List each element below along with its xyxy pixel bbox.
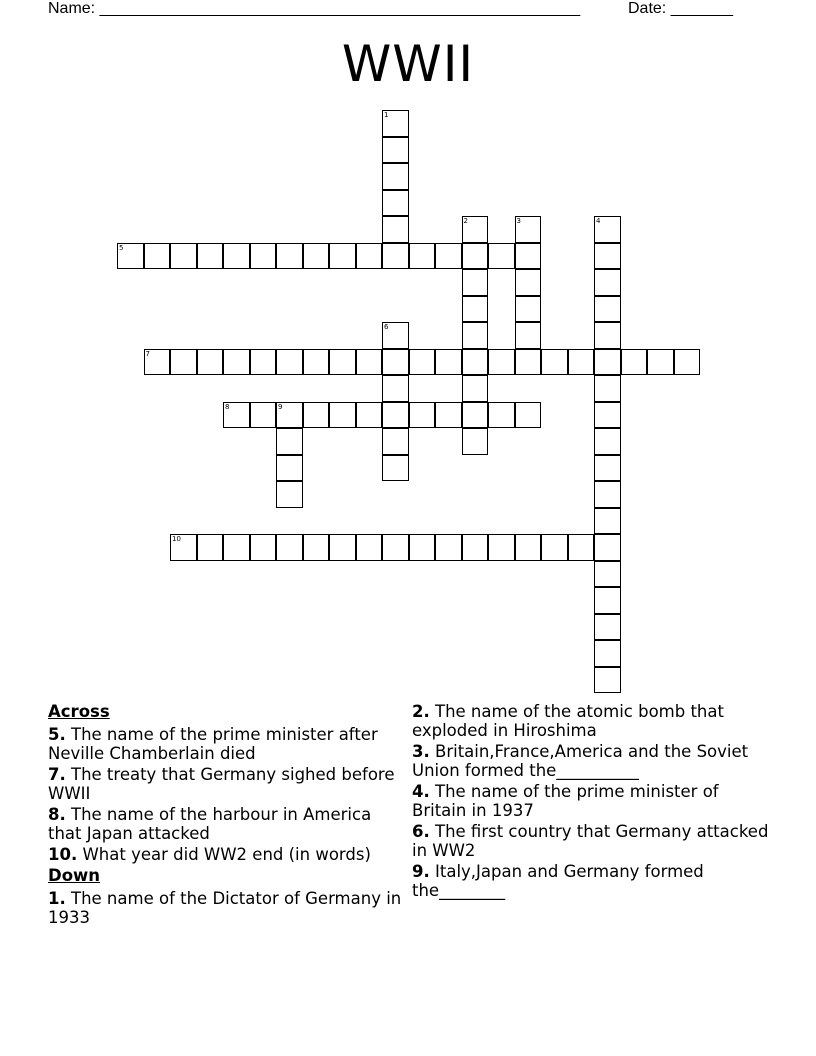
crossword-cell[interactable] [674,349,701,376]
crossword-cell[interactable] [462,296,489,323]
crossword-cell[interactable] [462,402,489,429]
crossword-cell[interactable] [223,243,250,270]
crossword-cell[interactable] [382,163,409,190]
crossword-cell[interactable] [197,534,224,561]
crossword-cell[interactable] [621,349,648,376]
crossword-cell[interactable] [594,349,621,376]
crossword-cell[interactable] [515,216,542,243]
page-title: WWII [341,35,475,93]
crossword-cell[interactable] [594,322,621,349]
crossword-cell[interactable] [329,402,356,429]
clue-across-10 [48,845,408,864]
cell-number: 3 [516,217,521,225]
crossword-cell[interactable] [197,349,224,376]
crossword-cell[interactable] [276,534,303,561]
crossword-cell[interactable] [329,534,356,561]
crossword-cell[interactable] [250,349,277,376]
crossword-cell[interactable] [356,534,383,561]
clue-across-7 [48,765,408,803]
clue-text: Britain,France,America and the Soviet Union formed the__________ [412,742,749,780]
crossword-cell[interactable] [382,216,409,243]
crossword-cell[interactable] [594,481,621,508]
clue-text: What year did WW2 end (in words) [82,845,371,864]
crossword-cell[interactable] [594,296,621,323]
crossword-cell[interactable] [356,243,383,270]
crossword-cell[interactable] [488,243,515,270]
crossword-cell[interactable] [382,190,409,217]
crossword-cell[interactable] [462,375,489,402]
clue-number: 1. [48,889,66,908]
crossword-cell[interactable] [250,402,277,429]
crossword-cell[interactable] [303,402,330,429]
cell-number: 1 [384,111,389,119]
crossword-cell[interactable] [594,614,621,641]
clue-text: The name of the prime minister of Britain in 1937 [412,782,719,820]
crossword-cell[interactable] [382,349,409,376]
crossword-cell[interactable] [144,243,171,270]
crossword-cell[interactable] [303,534,330,561]
crossword-cell[interactable] [276,428,303,455]
crossword-cell[interactable] [382,243,409,270]
crossword-cell[interactable] [409,243,436,270]
crossword-cell[interactable] [462,243,489,270]
crossword-cell[interactable] [382,402,409,429]
crossword-cell[interactable] [568,534,595,561]
crossword-cell[interactable] [356,349,383,376]
cell-number: 4 [596,217,601,225]
crossword-cell[interactable] [329,243,356,270]
header [0,0,816,20]
cell-number: 8 [225,402,230,411]
crossword-cell[interactable] [515,296,542,323]
crossword-cell[interactable] [356,402,383,429]
crossword-cell[interactable] [276,481,303,508]
crossword-cell[interactable] [382,428,409,455]
crossword-cell[interactable] [117,243,144,270]
date-line[interactable]: Date: _______ [628,0,733,17]
clue-text: The name of the harbour in America that Japan attacked [48,805,372,843]
crossword-cell[interactable] [409,349,436,376]
crossword-cell[interactable] [594,269,621,296]
crossword-cell[interactable] [515,402,542,429]
crossword-cell[interactable] [435,349,462,376]
crossword-cell[interactable] [515,322,542,349]
crossword-cell[interactable] [568,349,595,376]
crossword-cell[interactable] [647,349,674,376]
crossword-cell[interactable] [462,428,489,455]
clue-across-8 [48,805,408,843]
down-heading: Down [48,866,101,885]
clue-down-2 [412,702,772,740]
clue-text: The first country that Germany attacked in WW2 [412,822,769,860]
crossword-cell[interactable] [303,349,330,376]
across-heading: Across [48,702,110,721]
clues-column-right [412,702,772,902]
crossword-cell[interactable] [250,534,277,561]
crossword-cell[interactable] [462,349,489,376]
clue-text: The name of the Dictator of Germany in 1933 [48,889,402,927]
crossword-cell[interactable] [594,243,621,270]
crossword-cell[interactable] [382,375,409,402]
clue-number: 4. [412,782,430,801]
crossword-cell[interactable] [515,243,542,270]
cell-number: 2 [463,217,468,225]
crossword-cell[interactable] [488,402,515,429]
clue-down-1 [48,889,408,927]
clues-column-left [48,702,408,929]
clue-number: 6. [412,822,430,841]
crossword-cell[interactable] [382,455,409,482]
crossword-cell[interactable] [276,402,303,429]
crossword-cell[interactable] [488,534,515,561]
cell-number: 9 [278,402,283,411]
crossword-cell[interactable] [462,322,489,349]
crossword-cell[interactable] [223,402,250,429]
crossword-cell[interactable] [435,534,462,561]
crossword-cell[interactable] [594,667,621,694]
crossword-cell[interactable] [515,269,542,296]
crossword-cell[interactable] [382,534,409,561]
clue-text: Italy,Japan and Germany formed the________ [412,862,704,900]
crossword-cell[interactable] [594,534,621,561]
crossword-cell[interactable] [435,243,462,270]
cell-number: 7 [145,349,150,358]
crossword-cell[interactable] [594,428,621,455]
crossword-cell[interactable] [541,534,568,561]
crossword-cell[interactable] [515,349,542,376]
crossword-cell[interactable] [250,243,277,270]
crossword-cell[interactable] [462,534,489,561]
crossword-cell[interactable] [223,534,250,561]
clue-number: 10. [48,845,78,864]
crossword-cell[interactable] [594,455,621,482]
crossword-cell[interactable] [594,508,621,535]
clue-number: 2. [412,702,430,721]
clue-text: The name of the atomic bomb that exploded in Hiroshima [412,702,724,740]
crossword-cell[interactable] [541,349,568,376]
crossword-cell[interactable] [303,243,330,270]
crossword-cell[interactable] [594,640,621,667]
crossword-cell[interactable] [594,375,621,402]
clue-number: 7. [48,765,66,784]
clue-number: 9. [412,862,430,881]
cell-number: 5 [119,243,124,252]
clue-down-6 [412,822,772,860]
cell-number: 10 [172,535,181,543]
clue-number: 3. [412,742,430,761]
clue-number: 8. [48,805,66,824]
clue-down-3 [412,742,772,780]
cell-number: 6 [384,323,389,331]
crossword-cell[interactable] [409,402,436,429]
crossword-cell[interactable] [594,587,621,614]
crossword-cell[interactable] [329,349,356,376]
clue-down-9 [412,862,772,900]
name-line[interactable]: Name: ______________________________________________________ [48,0,581,17]
crossword-cell[interactable] [488,349,515,376]
crossword-cell[interactable] [144,349,171,376]
crossword-cell[interactable] [409,534,436,561]
crossword-cell[interactable] [382,137,409,164]
clue-text: The name of the prime minister after Neville Chamberlain died [48,725,378,763]
clue-across-5 [48,725,408,763]
crossword-cell[interactable] [223,349,250,376]
crossword-cell[interactable] [197,243,224,270]
crossword-cell[interactable] [382,110,409,137]
crossword-cell[interactable] [594,561,621,588]
crossword-cell[interactable] [515,534,542,561]
crossword-cell[interactable] [170,349,197,376]
crossword-cell[interactable] [462,269,489,296]
crossword-cell[interactable] [276,455,303,482]
clue-down-4 [412,782,772,820]
clue-text: The treaty that Germany sighed before WWII [48,765,395,803]
crossword-cell[interactable] [462,216,489,243]
crossword-cell[interactable] [594,402,621,429]
crossword-cell[interactable] [435,402,462,429]
crossword-cell[interactable] [594,216,621,243]
crossword-cell[interactable] [276,349,303,376]
crossword-cell[interactable] [170,243,197,270]
crossword-cell[interactable] [170,534,197,561]
crossword-cell[interactable] [276,243,303,270]
clue-number: 5. [48,725,66,744]
crossword-cell[interactable] [382,322,409,349]
